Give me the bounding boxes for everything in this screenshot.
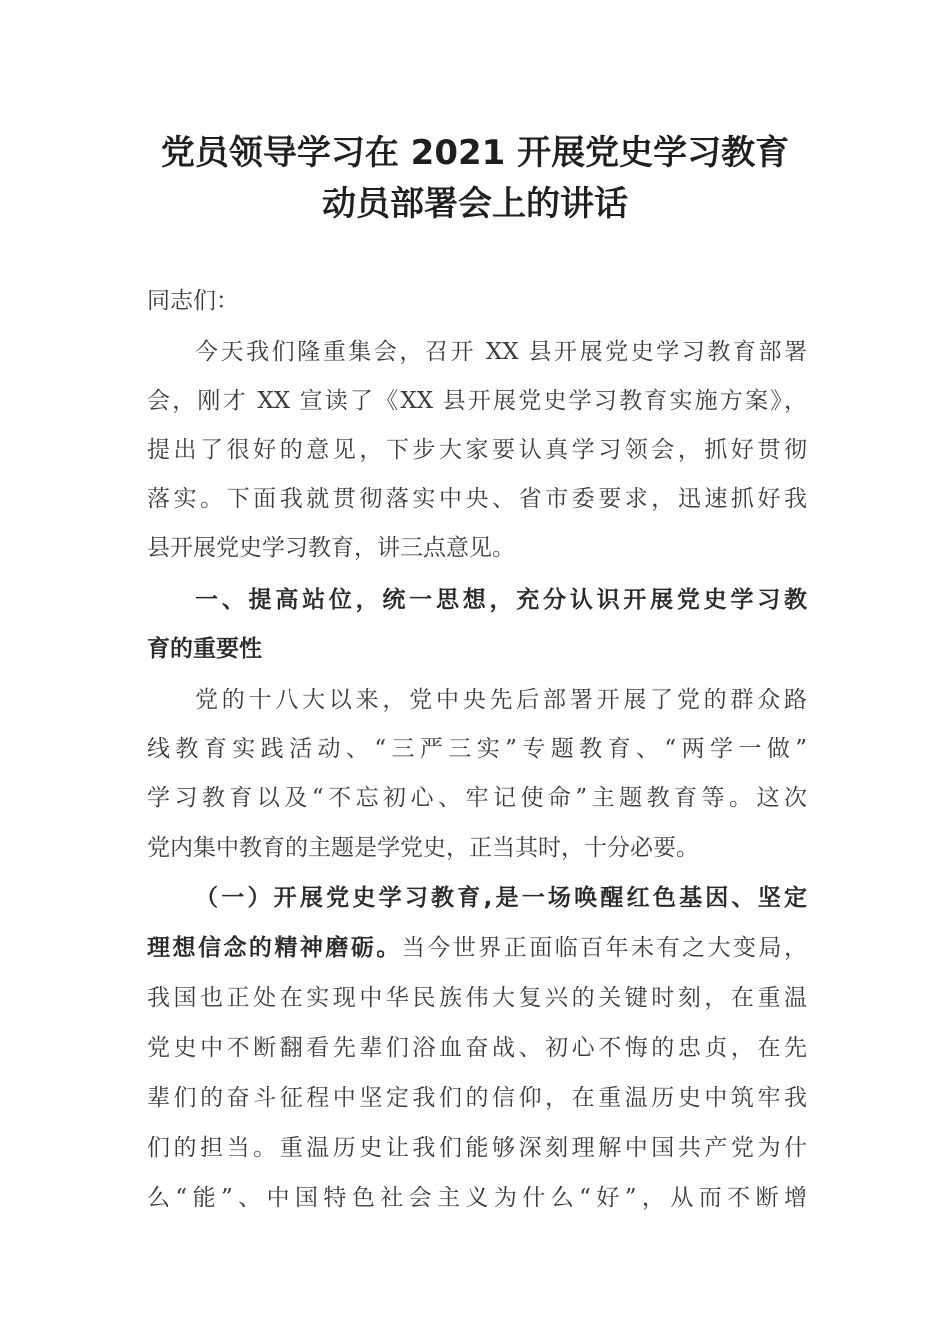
section-heading: 一、提高站位，统一思想，充分认识开展党史学习教	[195, 587, 807, 613]
paragraph-line: 今天我们隆重集会，召开 XX 县开展党史学习教育部署	[195, 339, 807, 365]
paragraph-line: 县开展党史学习教育，讲三点意见。	[147, 535, 515, 561]
paragraph-line: 我国也正处在实现中华民族伟大复兴的关键时刻，在重温	[147, 985, 807, 1011]
document-title-line-2: 动员部署会上的讲话	[322, 184, 628, 224]
paragraph-line: 辈们的奋斗征程中坚定我们的信仰，在重温历史中筑牢我	[147, 1085, 807, 1111]
subsection-heading: （一）开展党史学习教育,是一场唤醒红色基因、坚定	[195, 885, 807, 911]
paragraph-text: 当今世界正面临百年未有之大变局，	[401, 935, 808, 961]
subsection-heading-tail: 理想信念的精神磨砺。	[147, 935, 402, 961]
paragraph-line: 线教育实践活动、“三严三实”专题教育、“两学一做”	[147, 736, 807, 762]
paragraph-line: 会，刚才 XX 宣读了《XX 县开展党史学习教育实施方案》，	[147, 388, 807, 414]
paragraph-line: 么“能”、中国特色社会主义为什么“好”，从而不断增	[147, 1185, 807, 1211]
salutation: 同志们：	[147, 288, 239, 314]
paragraph-line: 学习教育以及“不忘初心、牢记使命”主题教育等。这次	[147, 785, 807, 811]
paragraph-line	[147, 932, 807, 964]
paragraph-line: 党内集中教育的主题是学党史，正当其时，十分必要。	[147, 835, 699, 861]
paragraph-line: 落实。下面我就贯彻落实中央、省市委要求，迅速抓好我	[147, 486, 807, 512]
paragraph-line: 们的担当。重温历史让我们能够深刻理解中国共产党为什	[147, 1135, 807, 1161]
paragraph-line: 党史中不断翻看先辈们浴血奋战、初心不悔的忠贞，在先	[147, 1035, 807, 1061]
document-title-line-1: 党员领导学习在 2021 开展党史学习教育	[160, 133, 790, 173]
paragraph-line: 提出了很好的意见，下步大家要认真学习领会，抓好贯彻	[147, 437, 807, 463]
paragraph-line: 党的十八大以来，党中央先后部署开展了党的群众路	[195, 687, 807, 713]
section-heading: 育的重要性	[147, 636, 262, 662]
